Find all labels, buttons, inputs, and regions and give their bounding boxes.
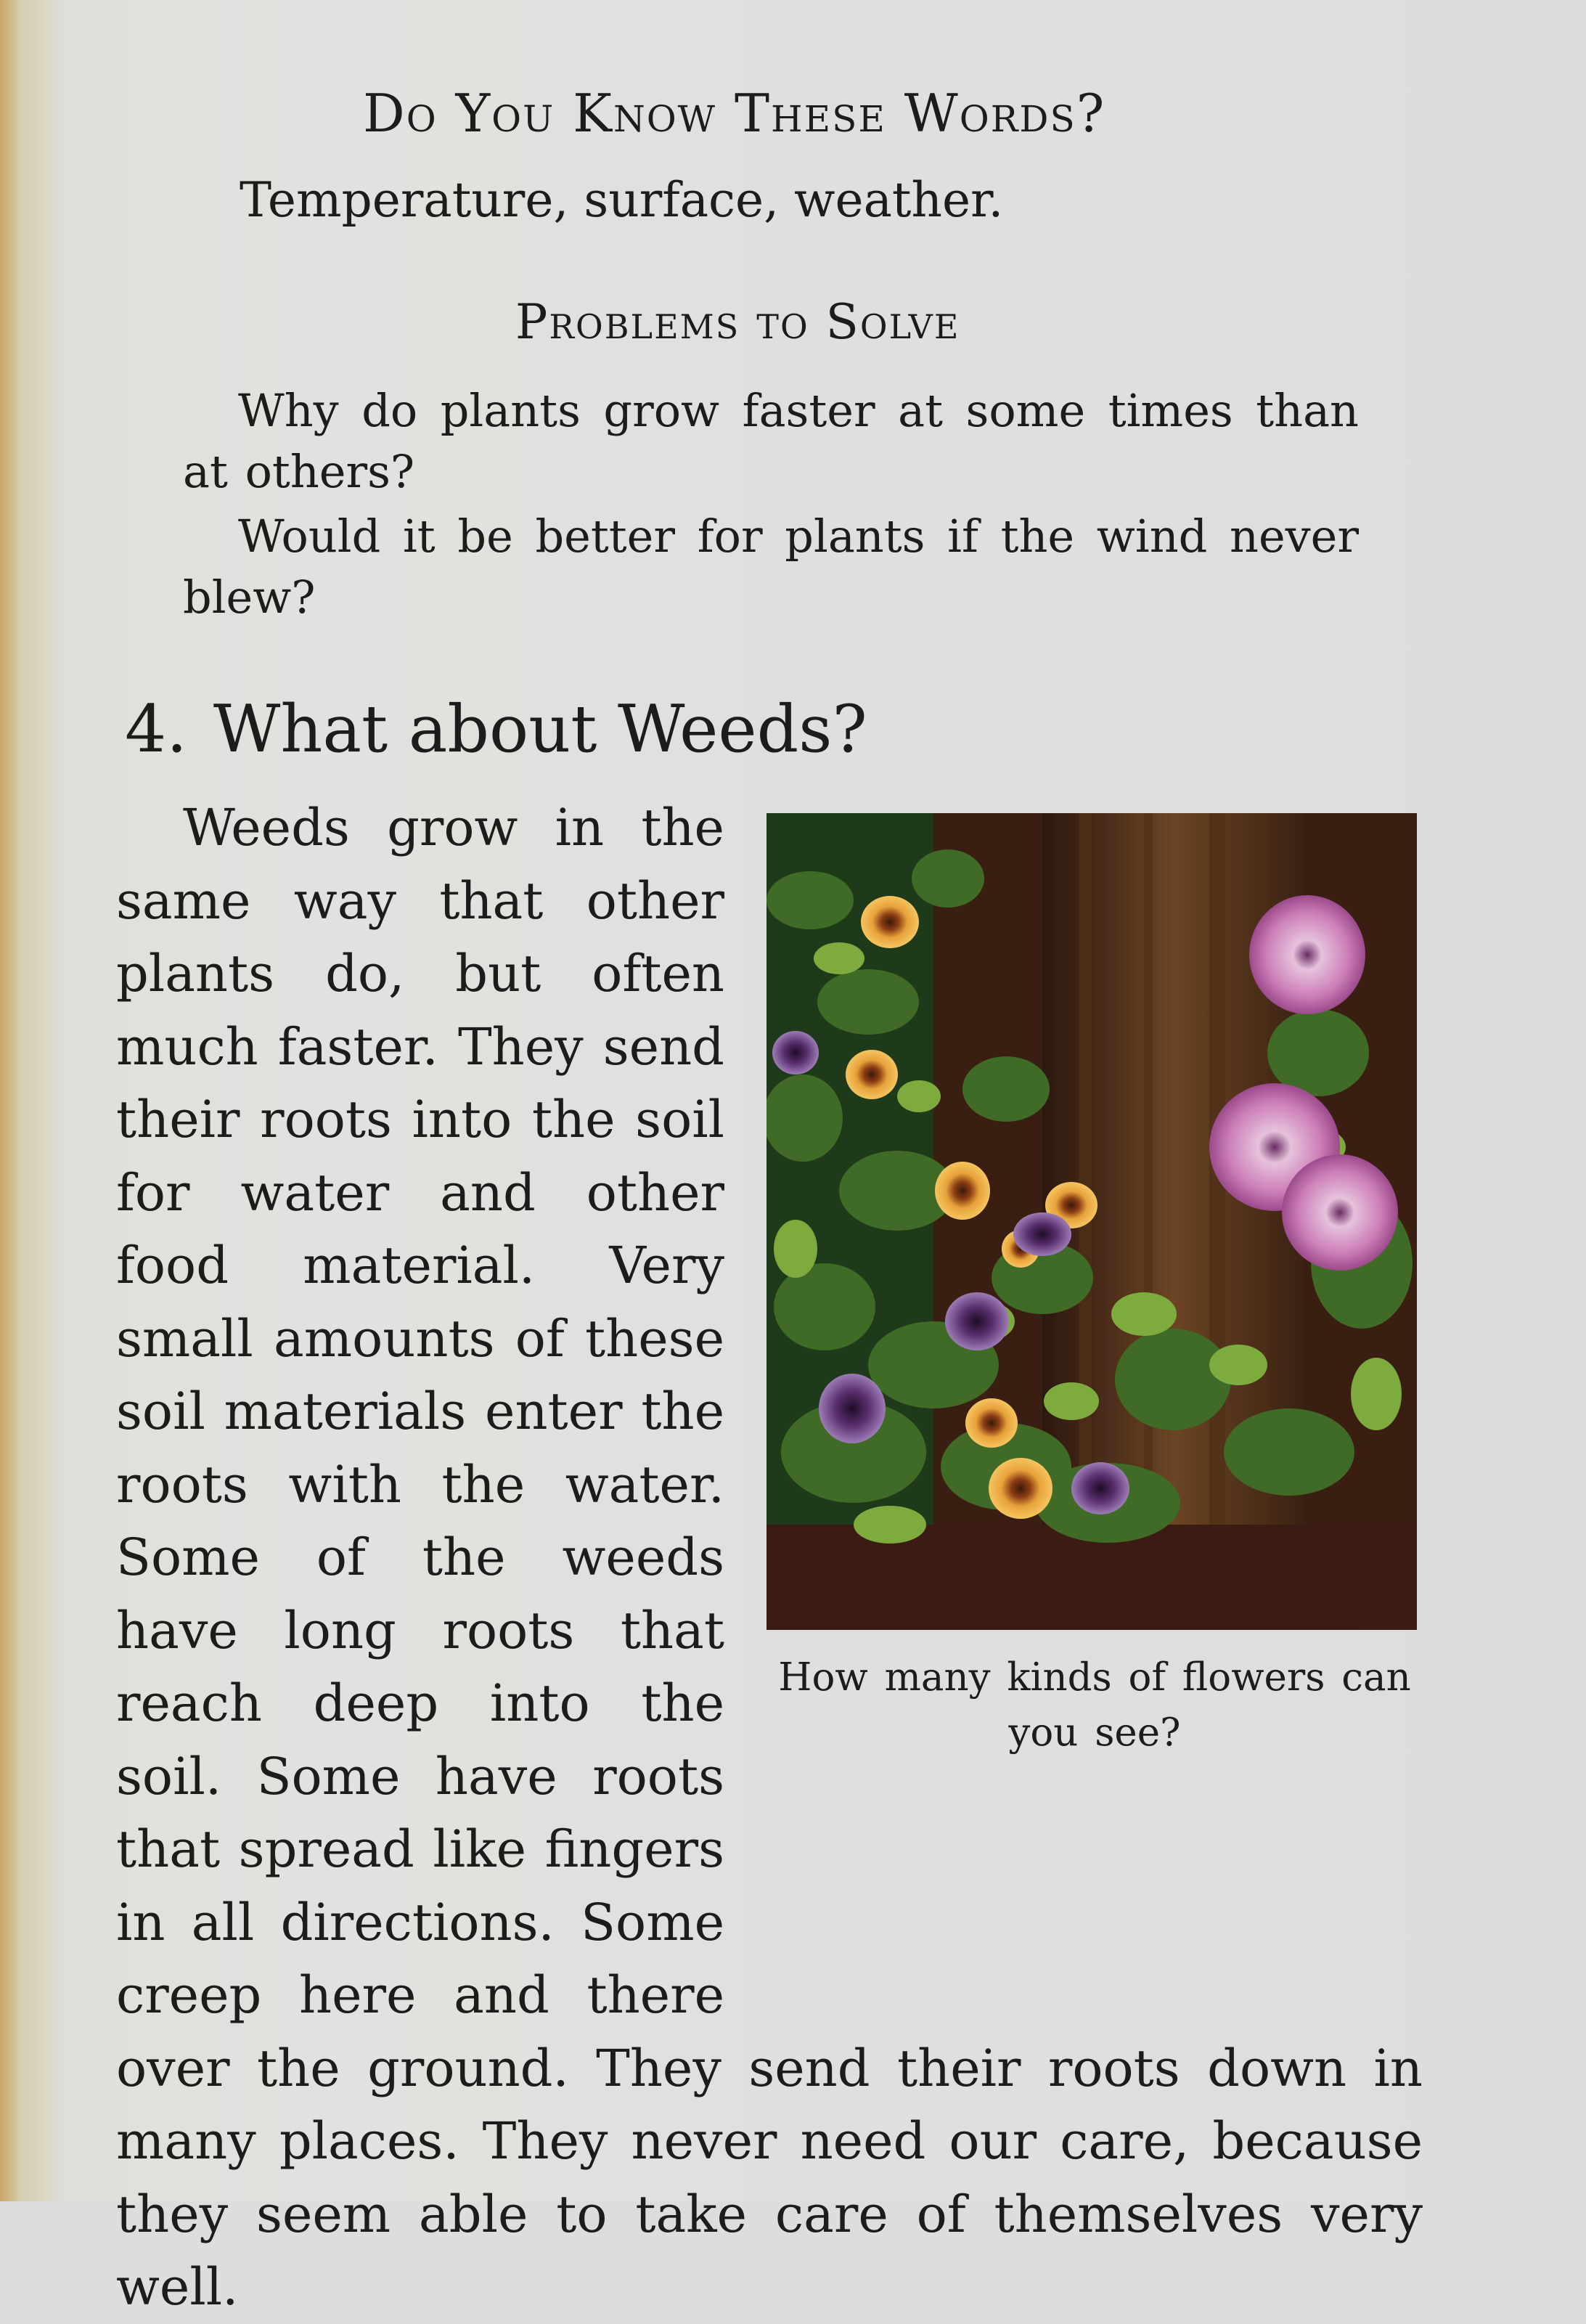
section-number: 4. bbox=[125, 691, 187, 767]
problem-question: Why do plants grow faster at some times than at others? bbox=[183, 384, 1359, 498]
problems-heading: Problems to Solve bbox=[515, 294, 960, 350]
section-body bbox=[116, 791, 1423, 2324]
section-body-text: Weeds grow in the same way that other plants do, but often much faster. They send their roots into the soil for water and other food material. Very small amounts of these soil materials enter the roots with the water. Some of the weeds have long roots that reach deep into the soil. Some have roots that spread like fingers in all directions. Some creep here and there over the ground. They send their roots down in many places. They never need our care, because they seem able to take care of themselves very well. bbox=[116, 798, 1423, 2317]
section-title: What about Weeds? bbox=[213, 691, 867, 767]
vocabulary-heading: Do You Know These Words? bbox=[363, 83, 1106, 144]
figure bbox=[767, 791, 1423, 1993]
flowers-photo bbox=[767, 813, 1417, 1630]
section-heading bbox=[125, 690, 1214, 770]
figure-caption: How many kinds of flowers can you see? bbox=[778, 1655, 1411, 1755]
problem-question: Would it be better for plants if the wind never blew? bbox=[183, 510, 1359, 624]
vocabulary-words: Temperature, surface, weather. bbox=[240, 172, 1004, 228]
